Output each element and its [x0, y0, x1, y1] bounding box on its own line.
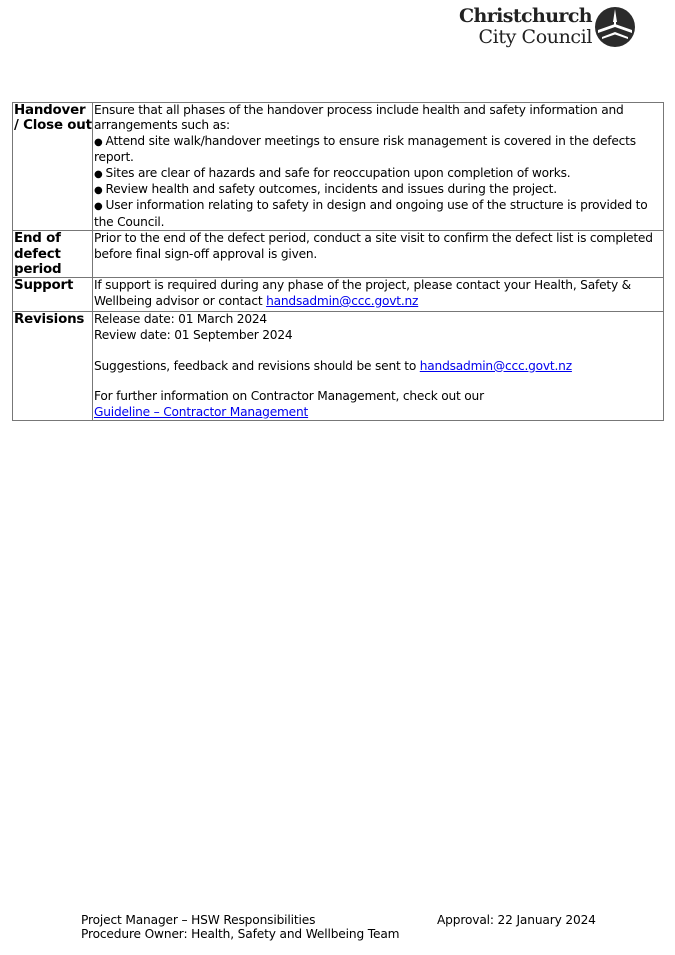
spacer [94, 374, 663, 389]
footer-row-1 [81, 913, 601, 927]
bullet-icon: ● [94, 201, 103, 213]
table-row [13, 103, 664, 231]
list-item [94, 198, 663, 230]
suggestions-line [94, 359, 663, 374]
list-item-text: Attend site walk/handover meetings to ensure risk management is covered in the defects report. [94, 133, 636, 165]
row-heading-handover: Handover / Close out [13, 103, 93, 231]
support-email-link[interactable]: handsadmin@ccc.govt.nz [266, 293, 419, 308]
row-body-defect-period: Prior to the end of the defect period, conduct a site visit to confirm the defect list is completed before final sign-off approval is given. [93, 231, 664, 278]
release-date: Release date: 01 March 2024 [94, 312, 267, 327]
suggestions-text: Suggestions, feedback and revisions should be sent to [94, 358, 420, 373]
bullet-icon: ● [94, 168, 103, 180]
handover-intro: Ensure that all phases of the handover process include health and safety information and arrangements such as: [94, 103, 624, 133]
list-item-text: Sites are clear of hazards and safe for reoccupation upon completion of works. [105, 165, 571, 180]
footer-title: Project Manager – HSW Responsibilities [81, 913, 316, 927]
list-item-text: Review health and safety outcomes, incidents and issues during the project. [105, 182, 557, 197]
table-row [13, 278, 664, 312]
footer-approval: Approval: 22 January 2024 [437, 913, 596, 927]
revisions-email-link[interactable]: handsadmin@ccc.govt.nz [419, 358, 572, 373]
bullet-icon: ● [94, 136, 103, 148]
row-heading-defect-period: End of defect period [13, 231, 93, 278]
row-body-support [93, 278, 664, 312]
logo-line-1: Christchurch [458, 5, 592, 27]
list-item-text: User information relating to safety in design and ongoing use of the structure is provided to the Council. [94, 198, 648, 229]
support-text: If support is required during any phase of the project, please contact your Health, Safety & Wellbeing advisor or contact [94, 278, 631, 308]
further-info-text: For further information on Contractor Management, check out our [94, 389, 484, 404]
logo-line-2: City Council [478, 26, 592, 48]
list-item [94, 134, 663, 166]
guideline-link[interactable]: Guideline – Contractor Management [94, 404, 309, 419]
list-item [94, 166, 663, 182]
row-heading-support: Support [13, 278, 93, 312]
list-item [94, 182, 663, 198]
row-body-handover [93, 103, 664, 231]
procedure-table [12, 102, 664, 421]
council-logo [458, 6, 640, 50]
row-body-revisions [93, 312, 664, 421]
table-row [13, 312, 664, 421]
table-row [13, 231, 664, 278]
bullet-icon: ● [94, 185, 103, 197]
footer-owner: Procedure Owner: Health, Safety and Wellbeing Team [81, 927, 400, 941]
cathedral-emblem-icon [594, 6, 636, 48]
spacer [94, 343, 663, 358]
logo-wordmark [458, 6, 592, 48]
footer-row-2 [81, 927, 601, 941]
page-footer [81, 913, 601, 941]
review-date: Review date: 01 September 2024 [94, 327, 293, 342]
row-heading-revisions: Revisions [13, 312, 93, 421]
